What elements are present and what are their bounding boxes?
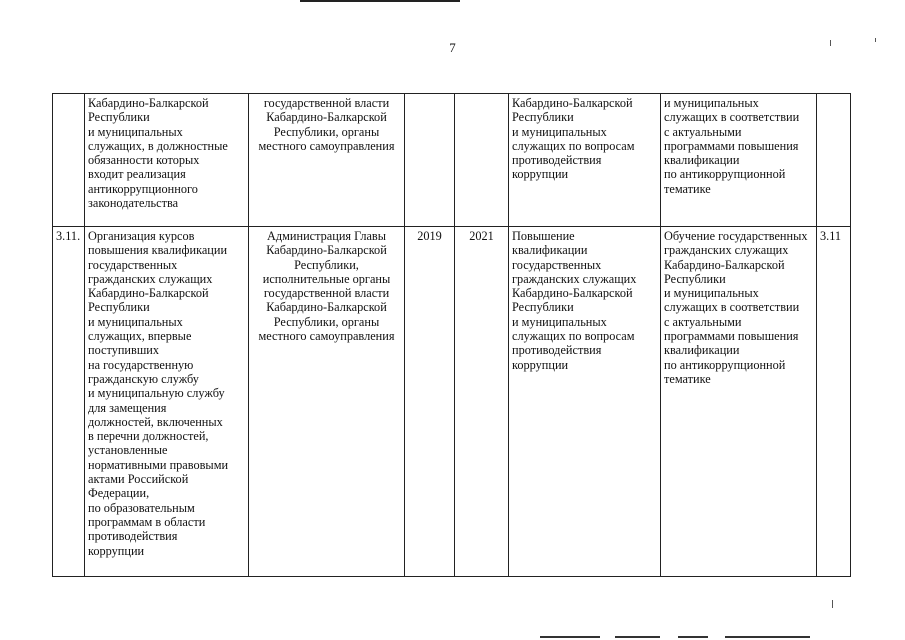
scan-bottom-mark [615, 636, 660, 638]
measures-table [52, 93, 851, 577]
scan-artifact [830, 40, 831, 46]
table-row [53, 227, 851, 577]
indicator-cell: и муниципальных служащих в соответствии с актуальными программами повышения квалификации по антикоррупционной тематике [661, 94, 817, 227]
result-cell: Кабардино-Балкарской Республики и муниципальных служащих по вопросам противодействия коррупции [509, 94, 661, 227]
executor-cell: Администрация Главы Кабардино-Балкарской Республики, исполнительные органы государственной власти Кабардино-Балкарской Республики, органы местного самоуправления [249, 227, 405, 577]
event-cell: Кабардино-Балкарской Республики и муниципальных служащих, в должностные обязанности которых входит реализация антикоррупционного законодательства [85, 94, 249, 227]
scan-top-mark [300, 0, 460, 2]
end-year-cell [455, 94, 509, 227]
table-row [53, 94, 851, 227]
page-number: 7 [449, 40, 456, 55]
end-year-cell: 2021 [455, 227, 509, 577]
reference-cell [817, 94, 851, 227]
row-number-cell: 3.11. [53, 227, 85, 577]
start-year-cell [405, 94, 455, 227]
indicator-cell: Обучение государственных гражданских служащих Кабардино-Балкарской Республики и муниципальных служащих в соответствии с актуальными программами повышения квалификации по антикоррупционной тематике [661, 227, 817, 577]
start-year-cell: 2019 [405, 227, 455, 577]
scan-bottom-mark [678, 636, 708, 638]
reference-cell: 3.11 [817, 227, 851, 577]
scan-bottom-mark [540, 636, 600, 638]
scan-top-edge [0, 0, 905, 8]
scan-artifact [832, 600, 833, 608]
executor-cell: государственной власти Кабардино-Балкарской Республики, органы местного самоуправления [249, 94, 405, 227]
row-number-cell [53, 94, 85, 227]
event-cell: Организация курсов повышения квалификации государственных гражданских служащих Кабардино-Балкарской Республики и муниципальных служащих, впервые поступивших на государственную гражданскую службу и муниципальную службу для замещения должностей, включенных в перечни должностей, установленные нормативными правовыми актами Российской Федерации, по образовательным программам в области противодействия коррупции [85, 227, 249, 577]
scan-artifact [875, 38, 876, 42]
scan-bottom-mark [725, 636, 810, 638]
result-cell: Повышение квалификации государственных гражданских служащих Кабардино-Балкарской Республики и муниципальных служащих по вопросам противодействия коррупции [509, 227, 661, 577]
